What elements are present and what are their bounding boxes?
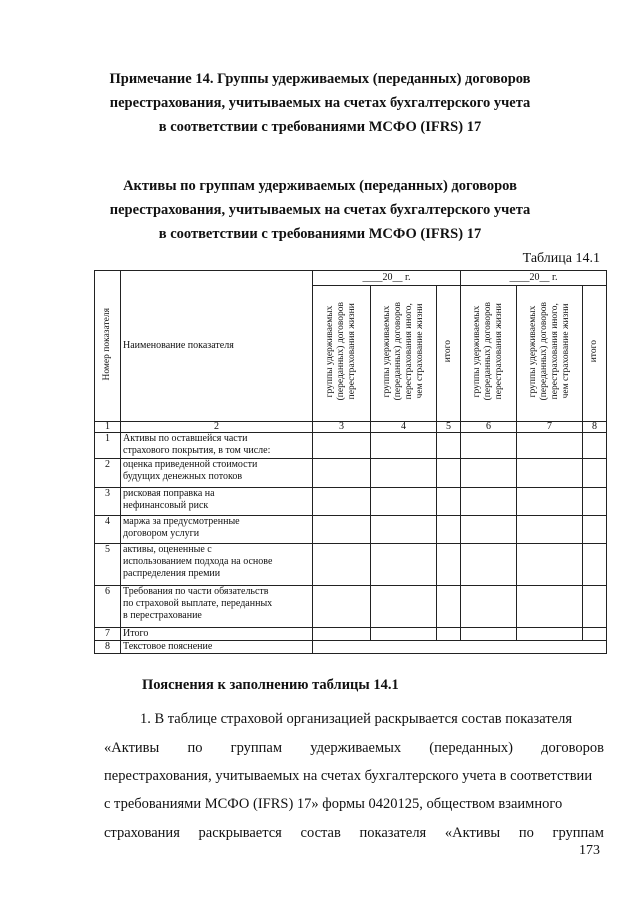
row-label-line: Требования по части обязательств [123,586,269,597]
value-cell [371,516,437,544]
page-number: 173 [579,843,600,858]
row-label [121,433,313,459]
column-number: 4 [371,422,437,433]
paragraph-word: раскрывается [198,825,282,841]
column-number-row [95,422,607,433]
value-cell [371,544,437,586]
header-col4 [371,286,437,422]
header-row-years [95,271,607,286]
row-label-line: Активы по оставшейся части [123,433,248,444]
row-label-line: Текстовое пояснение [123,641,213,652]
row-label [121,459,313,488]
value-cell [437,516,461,544]
column-number: 1 [95,422,121,433]
value-cell [437,544,461,586]
column-number: 2 [121,422,313,433]
row-number: 8 [95,641,121,654]
paragraph-word: «Активы [104,740,160,756]
header-col3-line: (переданных) договоров [336,302,346,401]
value-cell [437,586,461,628]
value-cell [371,628,437,641]
header-name: Наименование показателя [123,340,234,351]
paragraph-line [104,766,604,786]
paragraph-word: договоров [541,740,604,756]
header-col5 [437,286,461,422]
value-cell [583,516,607,544]
table-caption: Таблица 14.1 [522,251,600,266]
row-label-line: распределения премии [123,568,221,579]
row-label-line: страхового покрытия, в том числе: [123,445,271,456]
table-title [40,174,600,246]
column-number: 6 [461,422,517,433]
value-cell [313,488,371,516]
table-row [95,586,607,628]
value-cell [437,628,461,641]
value-cell [517,516,583,544]
header-col8-line: итого [589,340,600,363]
value-cell [583,586,607,628]
paragraph-line [104,738,604,758]
value-cell [583,433,607,459]
row-label [121,488,313,516]
row-label-line: в перестрахование [123,610,202,621]
column-number: 3 [313,422,371,433]
header-col4-line: группы удерживаемых [381,305,392,398]
value-cell [517,433,583,459]
row-label-line: использованием подхода на основе [123,556,273,567]
row-label-line: Итого [123,628,149,639]
note-title [40,67,600,139]
row-number: 7 [95,628,121,641]
value-cell [517,628,583,641]
value-cell [371,459,437,488]
value-cell [461,586,517,628]
value-cell [461,433,517,459]
header-col5-line: итого [443,340,453,363]
paragraph-word: удерживаемых [310,740,402,756]
header-col6 [461,286,517,422]
row-label-line: маржа за предусмотренные [123,516,240,527]
table-row [95,459,607,488]
row-label-line: будущих денежных потоков [123,471,243,482]
value-cell [437,488,461,516]
column-number: 8 [583,422,607,433]
table-title-line: в соответствии с требованиями МСФО (IFRS) 17 [158,226,482,242]
value-cell [313,544,371,586]
year-header-1: ____20__ г. [313,271,461,286]
value-cell [517,544,583,586]
row-label [121,641,313,654]
row-label-line: рисковая поправка на [123,488,215,499]
header-col3 [313,286,371,422]
header-col6-line: группы удерживаемых [472,305,483,398]
value-cell [461,628,517,641]
header-col4-line: чем страхование жизни [414,304,425,399]
value-cell [313,586,371,628]
value-cell [461,459,517,488]
table-row [95,433,607,459]
header-name-cell [121,271,313,422]
year-header-2: ____20__ г. [461,271,607,286]
value-cell [313,459,371,488]
paragraph-line [104,823,604,843]
header-col8 [583,286,607,422]
row-number: 3 [95,488,121,516]
value-cell [517,459,583,488]
value-cell [461,544,517,586]
table-title-line: Активы по группам удерживаемых (переданных) договоров [123,178,517,194]
row-label-line: нефинансовый риск [123,500,209,511]
paragraph-word: группам [552,825,604,841]
header-col4-line: (переданных) договоров [392,302,403,401]
value-cell [461,516,517,544]
row-label-line: активы, оцененные с [123,544,212,555]
row-label-line: договором услуги [123,528,200,539]
header-col3-line: группы удерживаемых [325,305,335,398]
header-col6-line: перестрахования жизни [494,303,505,400]
header-number-cell [95,271,121,422]
value-cell [313,628,371,641]
paragraph-word: страхования [104,825,180,841]
header-col6-line: (переданных) договоров [483,302,494,401]
row-label [121,544,313,586]
value-cell [461,488,517,516]
value-cell [313,433,371,459]
value-cell [517,488,583,516]
table-row [95,628,607,641]
paragraph-word: группам [230,740,283,756]
header-col7-line: чем страхование жизни [560,304,571,399]
text-explanation-cell [313,641,607,654]
header-col7-line: перестрахования иного, [549,303,560,400]
paragraph-line [140,709,604,729]
value-cell [583,488,607,516]
paragraph-text: 1. В таблице страховой организацией раскрывается состав показателя [140,711,573,727]
value-cell [313,516,371,544]
column-number: 7 [517,422,583,433]
value-cell [437,459,461,488]
column-number: 5 [437,422,461,433]
paragraph-text: с требованиями МСФО (IFRS) 17» формы 0420125, обществом взаимного [104,796,563,812]
row-label-line: оценка приведенной стоимости [123,459,258,470]
paragraph-text: перестрахования, учитываемых на счетах бухгалтерского учета в соответствии [104,768,593,784]
header-col7-line: группы удерживаемых [527,305,538,398]
row-number: 4 [95,516,121,544]
note-title-line: перестрахования, учитываемых на счетах бухгалтерского учета [109,95,531,111]
paragraph-word: по [518,825,534,841]
table-title-line: перестрахования, учитываемых на счетах бухгалтерского учета [109,202,531,218]
row-number: 1 [95,433,121,459]
value-cell [517,586,583,628]
row-number: 6 [95,586,121,628]
instructions-heading: Пояснения к заполнению таблицы 14.1 [142,677,399,693]
value-cell [371,433,437,459]
value-cell [371,488,437,516]
row-label [121,516,313,544]
table-row [95,488,607,516]
paragraph-word: (переданных) [429,740,513,756]
header-col7-line: (переданных) договоров [538,302,549,401]
row-label [121,628,313,641]
paragraph-line [104,794,604,814]
row-label [121,586,313,628]
header-col7 [517,286,583,422]
note-title-line: Примечание 14. Группы удерживаемых (переданных) договоров [109,71,531,87]
value-cell [583,459,607,488]
header-number: Номер показателя [102,307,112,381]
paragraph-word: показателя [359,825,427,841]
header-col4-line: перестрахования иного, [403,303,414,400]
header-col3-line: перестрахования жизни [347,303,357,400]
value-cell [583,544,607,586]
note-title-line: в соответствии с требованиями МСФО (IFRS) 17 [158,119,482,135]
paragraph-word: «Активы [444,825,501,841]
value-cell [583,628,607,641]
report-table [94,270,607,654]
row-number: 5 [95,544,121,586]
row-number: 2 [95,459,121,488]
paragraph-word: состав [300,825,341,841]
table-row [95,516,607,544]
value-cell [437,433,461,459]
table-row [95,641,607,654]
table-row [95,544,607,586]
value-cell [371,586,437,628]
paragraph-word: по [187,740,203,756]
row-label-line: по страховой выплате, переданных [123,598,273,609]
